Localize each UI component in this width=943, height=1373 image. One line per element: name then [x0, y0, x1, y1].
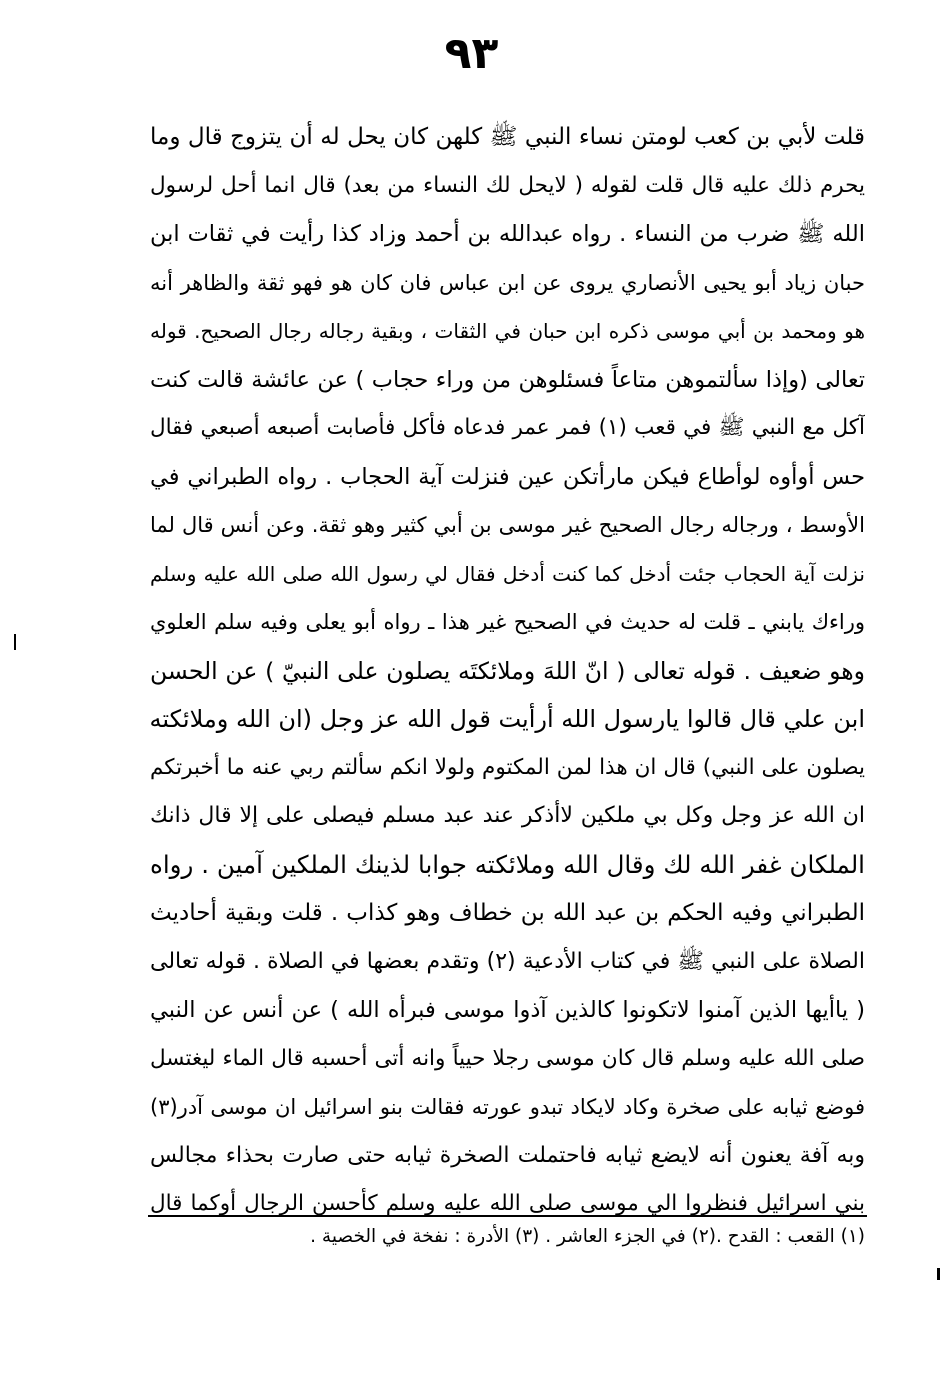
text-line-22: وبه آفة يعنون أنه لايضع ثيابه فاحتملت الصخرة ثيابه حتى صارت بحذاء مجالس [150, 1142, 865, 1168]
text-line-20: صلى الله عليه وسلم قال كان موسى رجلا حيياً وانه أتى أحسبه قال الماء ليغتسل [150, 1045, 865, 1071]
text-line-9: الأوسط ، ورجاله رجال الصحيح غير موسى بن أبي كثير وهو ثقة. وعن أنس قال لما [150, 513, 865, 537]
text-line-17: الطبراني وفيه الحكم بن عبد الله بن خطاف وهو كذاب . قلت وبقية أحاديث [150, 900, 865, 926]
text-line-3: الله ﷺ ضرب من النساء . رواه عبدالله بن أحمد وزاد كذا رأيت في ثقات ابن [150, 221, 865, 247]
text-line-1: قلت لأبي بن كعب لومتن نساء النبي ﷺ كلهن كان يحل له أن يتزوج قال وما [150, 124, 865, 150]
text-line-6: تعالى (وإذا سألتموهن متاعاً فسئلوهن من وراء حجاب ) عن عائشة قالت كنت [150, 366, 865, 393]
text-line-11: وراءك يابني ـ قلت له حديث في الصحيح غير هذا ـ رواه أبو يعلى وفيه سلم العلوي [150, 610, 865, 634]
footnote: (١) القعب : القدح .(٢) في الجزء العاشر . (٣) الأدرة : نفخة في الخصية . [310, 1226, 865, 1247]
text-line-5: هو ومحمد بن أبي موسى ذكره ابن حبان في الثقات ، وبقية رجاله رجال الصحيح. قوله [150, 319, 865, 343]
text-line-13: ابن علي قال قالوا يارسول الله أرأيت قول الله عز وجل (ان الله وملائكته [150, 705, 865, 733]
text-line-19: ( ياأيها الذين آمنوا لاتكونوا كالذين آذوا موسى فبرأه الله ) عن أنس عن النبي [150, 997, 865, 1023]
text-line-12: وهو ضعيف . قوله تعالى ( انّ اللهَ وملائكتَه يصلون على النبيّ ) عن الحسن [150, 656, 865, 685]
scan-mark-left [14, 634, 16, 650]
page-number: ٩٣ [444, 28, 499, 79]
text-line-16: الملكان غفر الله لك وقال الله وملائكته جوابا لذينك الملكين آمين . رواه [150, 849, 865, 879]
text-line-14: يصلون على النبي) قال ان هذا لمن المكتوم ولولا انكم سألتم ربي عنه ما أخبرتكم [150, 754, 865, 780]
text-line-4: حبان زياد أبو يحيى الأنصاري يروى عن ابن عباس فان كان هو فهو ثقة والظاهر أنه [150, 270, 865, 295]
text-line-7: آكل مع النبي ﷺ في قعب (١) فمر عمر فدعاه فأكل فأصابت أصبعه أصبعي فقال [150, 415, 865, 440]
footnote-divider [148, 1215, 867, 1217]
text-line-23: بني اسرائيل فنظروا الي موسى صلى الله عليه وسلم كأحسن الرجال أوكما قال [150, 1191, 865, 1216]
body-text [150, 113, 865, 1229]
text-line-21: فوضع ثيابه على صخرة وكاد لايكاد تبدو عورته فقالت بنو اسرائيل ان موسى آدر(٣) [150, 1095, 865, 1119]
text-line-8: حس أوأوه لوأطاع فيكن مارأتكن عين فنزلت آية الحجاب . رواه الطبراني في [150, 463, 865, 490]
text-line-15: ان الله عز وجل وكل بي ملكين لاأذكر عند عبد مسلم فيصلى على إلا قال ذانك [150, 803, 865, 828]
scan-mark-right [937, 1268, 940, 1280]
text-line-18: الصلاة على النبي ﷺ في كتاب الأدعية (٢) وتقدم بعضها في الصلاة . قوله تعالى [150, 948, 865, 974]
text-line-2: يحرم ذلك عليه قال قلت لقوله ( لايحل لك النساء من بعد) قال انما أحل لرسول [150, 172, 865, 198]
text-line-10: نزلت آية الحجاب جئت أدخل كما كنت أدخل فقال لي رسول الله صلى الله عليه وسلم [150, 561, 865, 586]
